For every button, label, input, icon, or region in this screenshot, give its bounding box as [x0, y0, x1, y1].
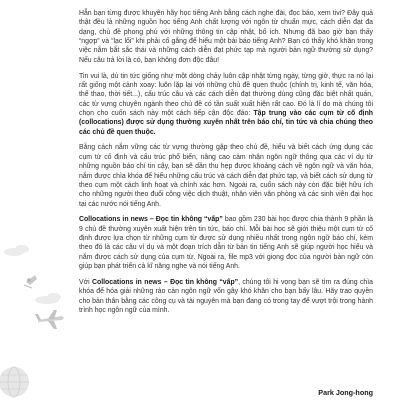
- paragraph-2: Tin vui là, dù tin tức giống như một dòng chảy luôn cập nhật từng ngày, từng giờ, thực ra nó lại rất giống một cảnh xoay: luôn lặp lại với những chủ đề quen thuộc (chính trị, kinh tế, văn hóa, thể thao, thời tiết...), cấu trúc câu và các cách diễn đạt thường dùng cũng đặc biệt nhất quán, các từ vựng chuyên ngành theo chủ đề có tần suất xuất hiện rất cao. Đó là lí do mà chúng tôi chọn cho cuốn sách này một cách tiếp cận độc đáo: Tập trung vào các cụm từ cố định (collocations) được sử dụng thường xuyên nhất trên báo chí, tin tức và chia chúng theo các chủ đề quen thuộc.: [79, 72, 373, 136]
- paragraph-3: Bằng cách nắm vững các từ vựng thường gặp theo chủ đề, hiểu và biết cách ứng dụng các cụm từ cố định và cấu trúc phổ biến, nâng cao cảm nhận ngôn ngữ thông qua các ví dụ từ những nguồn báo chí tin cậy, bạn sẽ dần thu hẹp được khoảng cách về ngôn ngữ và văn hóa, nắm được chìa khóa để hiểu những cấu trúc và cách diễn đạt phức tạp, và biết cách sử dụng từ theo cụm một cách linh hoạt và chính xác hơn. Ngoài ra, cuốn sách này còn đặc biệt hữu ích cho những người theo đuổi công việc dịch thuật, nhân viên văn phòng và các sinh viên đại học tại các nước nói tiếng Anh.: [79, 144, 373, 208]
- book-title: Collocations in news – Đọc tin không “vấp”: [92, 278, 239, 286]
- cloud-icon: [4, 245, 61, 304]
- preface-text: [79, 9, 373, 322]
- travel-decoration: [0, 0, 80, 400]
- key-approach-highlight: Tập trung vào các cụm từ cố định (collocations) được sử dụng thường xuyên nhất trên báo chí, tin tức và chia chúng theo các chủ đề quen thuộc.: [79, 109, 373, 136]
- globe-icon: [0, 367, 29, 397]
- book-title: Collocations in news – Đọc tin không “vấp”: [79, 216, 223, 224]
- parachutist-icon: [24, 275, 37, 288]
- paragraph-4: Collocations in news – Đọc tin không “vấp” bao gồm 230 bài học được chia thành 9 phần là 9 chủ đề thường xuyên xuất hiện trên tin tức, báo chí. Mỗi bài học sẽ giới thiệu một cụm từ cố định được lựa chọn từ những cụm từ được sử dụng nhiều nhất trong ngôn ngữ báo chí, kèm theo đó là các câu ví dụ và một đoạn trích dẫn từ bản tin tiếng Anh sẽ giúp người học hiểu và nắm được cách sử dụng của cụm từ. Ngoài ra, file mp3 với giọng đọc của người bản ngữ còn giúp bạn phát triển cả kĩ năng nghe và nói tiếng Anh.: [79, 216, 373, 271]
- author-signature: Park Jong-hong: [318, 388, 373, 397]
- airplane-icon: [35, 310, 64, 329]
- paragraph-5: Với Collocations in news – Đọc tin không “vấp”, chúng tôi hi vọng bạn sẽ tìm ra đúng chìa khóa để hóa giải những rào cản ngôn ngữ vốn gây khó khăn cho bạn bấy lâu. Hãy trao quyền cho bản thân bằng các công cụ và tài nguyên mà bạn đang có trong tay để vượt trội trong hành trình học ngôn ngữ của mình.: [79, 278, 374, 314]
- paragraph-1: Hẳn bạn từng được khuyên hãy học tiếng Anh bằng cách nghe đài, đọc báo, xem tivi? Đây quả thật đều là những nguồn học tiếng Anh chất lượng với ngôn từ chuẩn mực, cách diễn đạt đa dạng, chủ đề phong phú với những thông tin cập nhật, bổ ích. Nhưng đã bao giờ bạn thấy “ngợp” và “lạc lối” khi phải cố gắng để hiểu một bài báo tiếng Anh? Bạn có thấy khó khăn trong việc nắm bắt sắc thái và những cách diễn đạt phức tạp mà người bản ngữ thường sử dụng? Nếu câu trả lời là có, bạn không đơn độc đâu!: [79, 10, 373, 64]
